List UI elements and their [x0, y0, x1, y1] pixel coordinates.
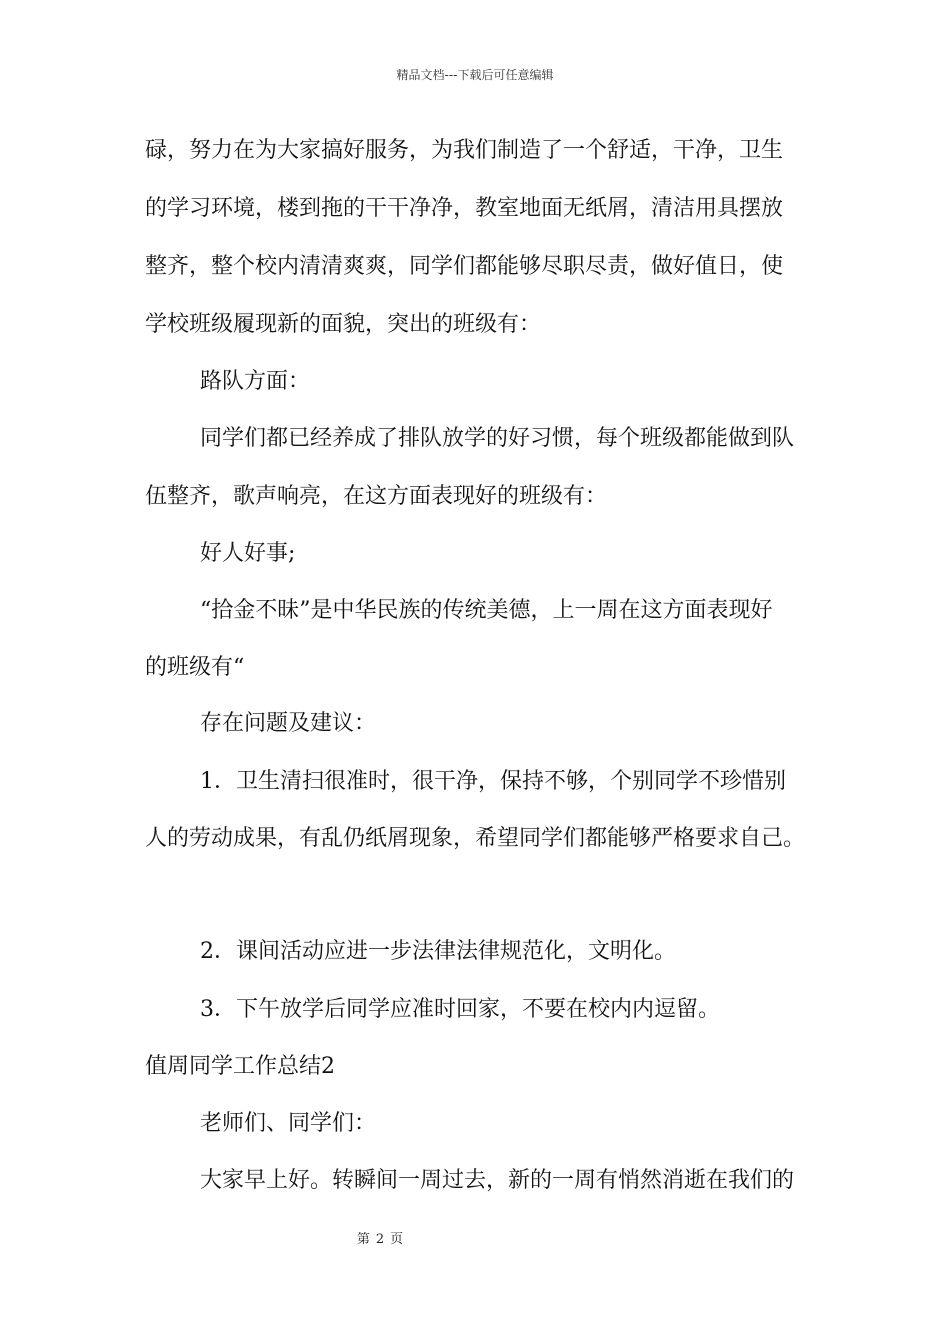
paragraph-line: 整齐，整个校内清清爽爽，同学们都能够尽职尽责，做好值日，使: [145, 254, 784, 279]
paragraph-line: 学校班级履现新的面貌，突出的班级有：: [145, 312, 542, 337]
section-heading: 存在问题及建议：: [200, 711, 377, 736]
paragraph-line: 同学们都已经养成了排队放学的好习惯，每个班级都能做到队: [200, 426, 795, 451]
paragraph-line: 的班级有“: [145, 655, 245, 680]
page-footer: [0, 1228, 760, 1247]
page-prefix: 第: [356, 1232, 370, 1247]
section-heading: 路队方面：: [200, 369, 311, 394]
list-item: 1．卫生清扫很准时，很干净，保持不够，个别同学不珍惜别: [200, 769, 786, 794]
paragraph-line: 大家早上好。转瞬间一周过去，新的一周有悄然消逝在我们的: [200, 1168, 795, 1193]
list-item: 2．课间活动应进一步法律法律规范化，文明化。: [200, 939, 676, 964]
paragraph-line: 伍整齐，歌声响亮，在这方面表现好的班级有：: [145, 484, 608, 509]
page-suffix: 页: [390, 1232, 404, 1247]
paragraph-line: 的学习环境，楼到拖的干干净净，教室地面无纸屑，清洁用具摆放: [145, 196, 784, 221]
paragraph-line: 人的劳动成果，有乱仍纸屑现象，希望同学们都能够严格要求自己。: [145, 826, 806, 851]
page-number: 2: [375, 1232, 385, 1247]
paragraph-line: “拾金不昧”是中华民族的传统美德，上一周在这方面表现好: [200, 598, 773, 623]
page-header: 精品文档---下载后可任意编辑: [396, 68, 554, 82]
section-heading: 好人好事;: [200, 541, 296, 566]
list-item: 3．下午放学后同学应准时回家，不要在校内内逗留。: [200, 997, 720, 1022]
greeting-line: 老师们、同学们：: [200, 1111, 377, 1136]
paragraph-line: 碌，努力在为大家搞好服务，为我们制造了一个舒适，干净，卫生: [145, 138, 784, 163]
section-title: 值周同学工作总结2: [145, 1054, 335, 1079]
